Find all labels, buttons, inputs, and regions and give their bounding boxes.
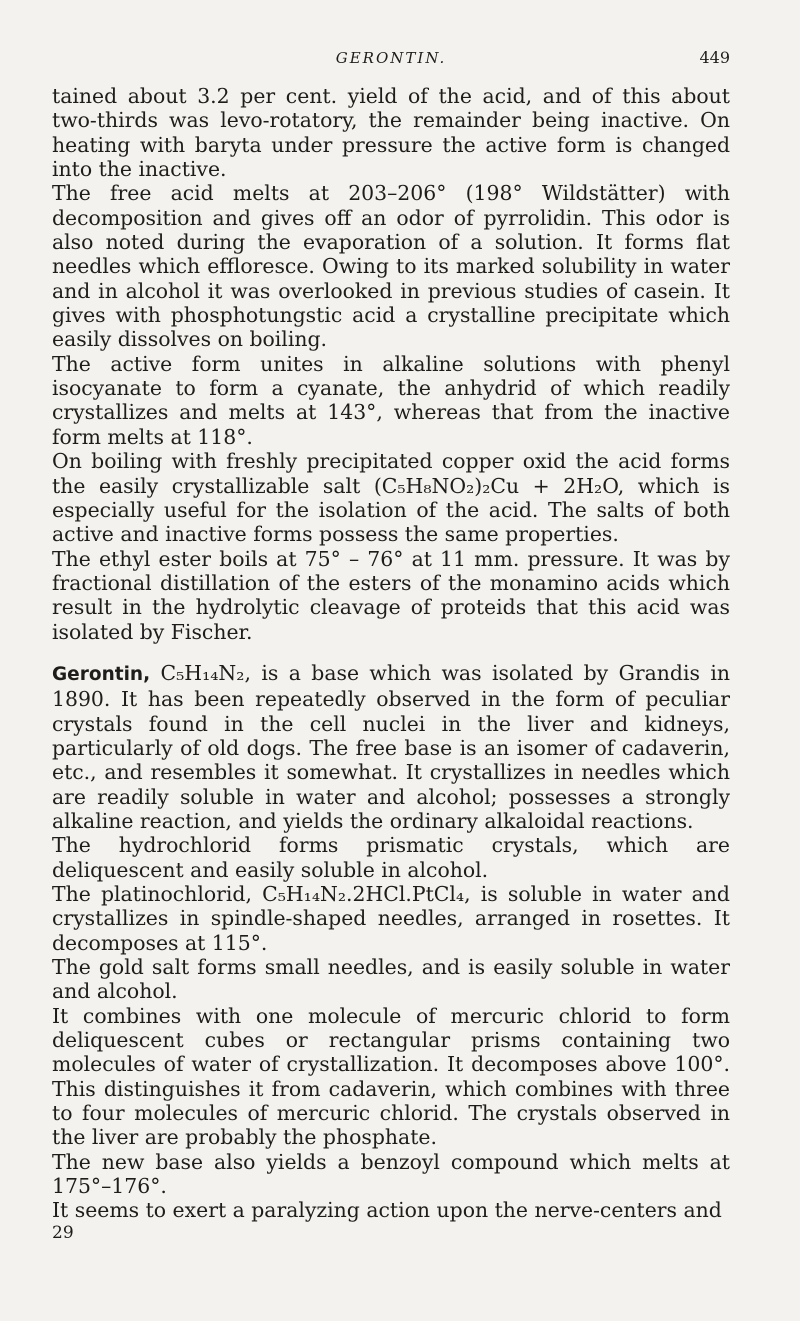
paragraph-copper-salt: On boiling with freshly precipitated copper oxid the acid forms the easily crystallizable salt (C₅H₈NO₂)₂Cu + 2H₂O, which is especially useful for the isolation of the acid. The salts of both active and inactive forms possess the same properties. [52,449,730,547]
paragraph-free-acid: The free acid melts at 203–206° (198° Wildstätter) with decomposition and gives off an odor of pyrrolidin. This odor is also noted during the evaporation of a solution. It forms flat needles which effloresce. Owing to its marked solubility in water and in alcohol it was overlooked in previous studies of casein. It gives with phosphotungstic acid a crystalline precipitate which easily dissolves on boiling. [52,181,730,352]
paragraph-mercuric-chlorid: It combines with one molecule of mercuric chlorid to form deliquescent cubes or rectangular prisms containing two molecules of water of crystallization. It decomposes above 100°. This distinguishes it from cadaverin, which combines with three to four molecules of mercuric chlorid. The crystals observed in the liver are probably the phosphate. [52,1003,730,1150]
body-text [52,84,730,1243]
running-title: GERONTIN. [335,49,447,67]
paragraph-gerontin-intro [52,661,730,833]
paragraph-platinochlorid: The platinochlorid, C₅H₁₄N₂.2HCl.PtCl₄, is soluble in water and crystallizes in spindle-shaped needles, arranged in rosettes. It decomposes at 115°. [52,882,730,955]
signature-mark: 29 [52,1222,74,1243]
paragraph-ethyl-ester: The ethyl ester boils at 75° – 76° at 11 mm. pressure. It was by fractional distillation of the esters of the monamino acids which result in the hydrolytic cleavage of proteids that this acid was isolated by Fischer. [52,546,730,644]
gerontin-intro-text: C₅H₁₄N₂, is a base which was isolated by Grandis in 1890. It has been repeatedly observed in the form of peculiar crystals found in the cell nuclei in the liver and kidneys, particularly of old dogs. The free base is an isomer of cadaverin, etc., and resembles it somewhat. It crystallizes in needles which are readily soluble in water and alcohol; possesses a strongly alkaline reaction, and yields the ordinary alkaloidal reactions. [52,660,730,833]
running-head [52,46,730,70]
page-number: 449 [699,48,730,67]
paragraph-benzoyl: The new base also yields a benzoyl compound which melts at 175°–176°. [52,1149,730,1199]
paragraph-paralyzing-action: It seems to exert a paralyzing action upon the nerve-centers and [52,1198,722,1223]
paragraph-gold-salt: The gold salt forms small needles, and is easily soluble in water and alcohol. [52,955,730,1004]
gerontin-term: Gerontin, [52,663,151,685]
paragraph-active-form: The active form unites in alkaline solutions with phenyl isocyanate to form a cyanate, the anhydrid of which readily crystallizes and melts at 143°, whereas that from the inactive form melts at 118°. [52,351,730,449]
paragraph-hydrochlorid: The hydrochlorid forms prismatic crystals, which are deliquescent and easily soluble in alcohol. [52,833,730,882]
paragraph-acid-yield: tained about 3.2 per cent. yield of the acid, and of this about two-thirds was levo-rotatory, the remainder being inactive. On heating with baryta under pressure the active form is changed into the inactive. [52,84,730,182]
